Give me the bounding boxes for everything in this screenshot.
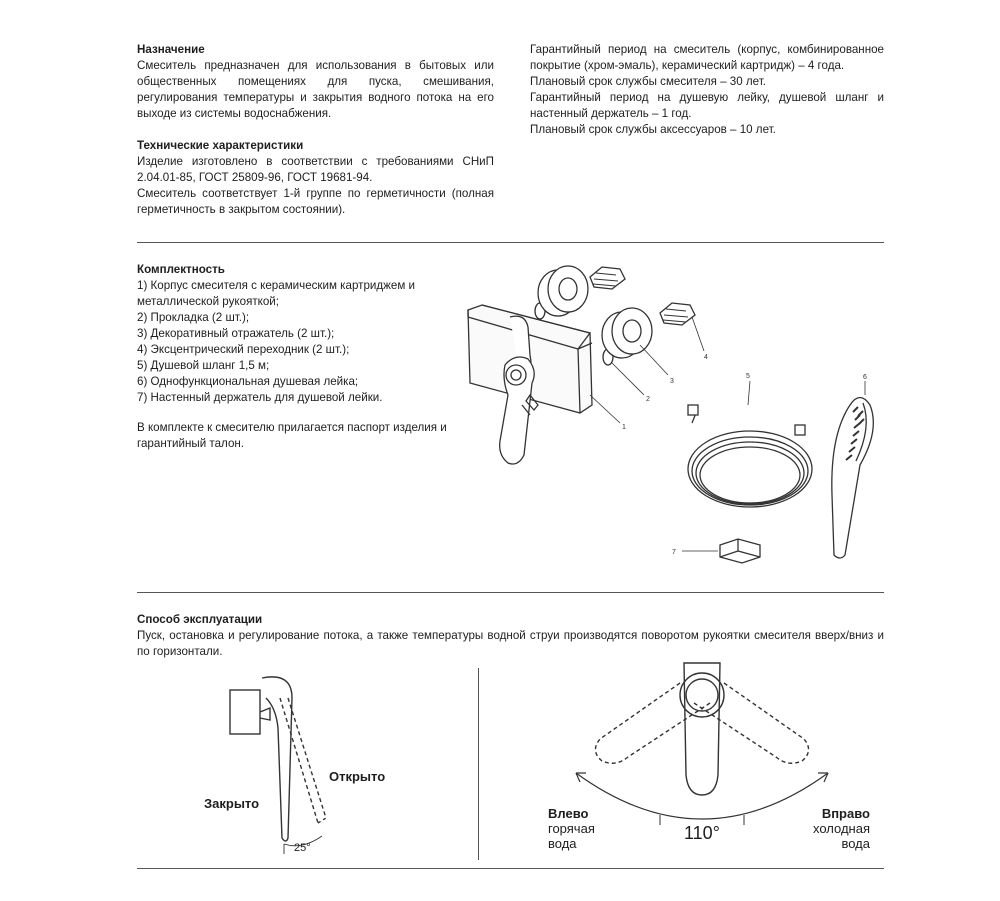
divider-1 xyxy=(137,242,884,243)
callout-4: 4 xyxy=(704,354,708,361)
specs-section xyxy=(137,138,494,218)
purpose-text: Смеситель предназначен для использования в бытовых или общественных помещениях для пуска, смешивания, регулирования температуры и закрытия водного потока на его выходе из системы водоснабжения. xyxy=(137,59,494,120)
callout-3: 3 xyxy=(670,378,674,385)
kit-item: 7) Настенный держатель для душевой лейки. xyxy=(137,391,383,404)
kit-section xyxy=(137,262,467,452)
left-label-line2: вода xyxy=(548,836,577,851)
warranty-line-2: Плановый срок службы смесителя – 30 лет. xyxy=(530,75,766,88)
mixer-body-drawing xyxy=(468,305,592,464)
kit-heading: Комплектность xyxy=(137,263,225,276)
specs-line-2: Смеситель соответствует 1-й группе по герметичности (полная герметичность в закрытом состоянии). xyxy=(137,187,494,216)
warranty-section xyxy=(530,42,884,138)
kit-item: 5) Душевой шланг 1,5 м; xyxy=(137,359,270,372)
right-label-bold: Вправо xyxy=(821,806,870,821)
kit-item: 6) Однофункциональная душевая лейка; xyxy=(137,375,359,388)
hose-drawing xyxy=(688,405,812,507)
usage-section xyxy=(137,612,884,660)
purpose-section xyxy=(137,42,494,122)
warranty-line-3: Гарантийный период на душевую лейку, душевой шланг и настенный держатель – 1 год. xyxy=(530,91,884,120)
specs-line-1: Изделие изготовлено в соответствии с требованиями СНиП 2.04.01-85, ГОСТ 25809-96, ГОСТ 19681-94. xyxy=(137,155,494,184)
kit-note: В комплекте к смесителю прилагается паспорт изделия и гарантийный талон. xyxy=(137,421,447,450)
kit-item: 1) Корпус смесителя с керамическим картриджем и металлической рукояткой; xyxy=(137,279,416,308)
warranty-line-4: Плановый срок службы аксессуаров – 10 лет. xyxy=(530,123,776,136)
left-label-line1: горячая xyxy=(548,821,595,836)
left-label-bold: Влево xyxy=(548,806,589,821)
callout-1: 1 xyxy=(622,424,626,431)
closed-label: Закрыто xyxy=(204,796,260,811)
kit-item: 4) Эксцентрический переходник (2 шт.); xyxy=(137,343,350,356)
angle-110-label: 110° xyxy=(684,823,720,843)
handle-closed-outline xyxy=(262,677,292,841)
handle-center-solid xyxy=(684,663,720,795)
warranty-line-1: Гарантийный период на смеситель (корпус, комбинированное покрытие (хром-эмаль), керамический картридж) – 4 года. xyxy=(530,43,884,72)
handle-vertical-diagram xyxy=(222,668,332,858)
kit-list xyxy=(137,278,467,406)
kit-item: 2) Прокладка (2 шт.); xyxy=(137,311,250,324)
divider-2 xyxy=(137,592,884,593)
left-hot-label xyxy=(548,806,595,851)
right-cold-label xyxy=(808,806,870,851)
specs-heading: Технические характеристики xyxy=(137,139,304,152)
angle-25-label: 25° xyxy=(294,842,311,854)
shower-head-drawing xyxy=(832,398,874,559)
mixer-side-body xyxy=(230,690,260,734)
callout-numbers xyxy=(622,354,867,556)
open-label: Открыто xyxy=(329,769,386,784)
callout-6: 6 xyxy=(863,374,867,381)
kit-item: 3) Декоративный отражатель (2 шт.); xyxy=(137,327,335,340)
right-label-line2: вода xyxy=(841,836,870,851)
right-label-line1: холодная xyxy=(812,821,870,836)
usage-heading: Способ эксплуатации xyxy=(137,613,263,626)
purpose-heading: Назначение xyxy=(137,43,205,56)
wall-holder-drawing xyxy=(720,539,760,563)
usage-text: Пуск, остановка и регулирование потока, а также температуры водной струи производятся поворотом рукоятки смесителя вверх/вниз и по горизонтали. xyxy=(137,629,884,658)
callout-7: 7 xyxy=(672,549,676,556)
callout-5: 5 xyxy=(746,373,750,380)
kit-illustration xyxy=(460,255,890,575)
divider-3 xyxy=(137,868,884,869)
usage-separator xyxy=(478,668,479,860)
callout-2: 2 xyxy=(646,396,650,403)
